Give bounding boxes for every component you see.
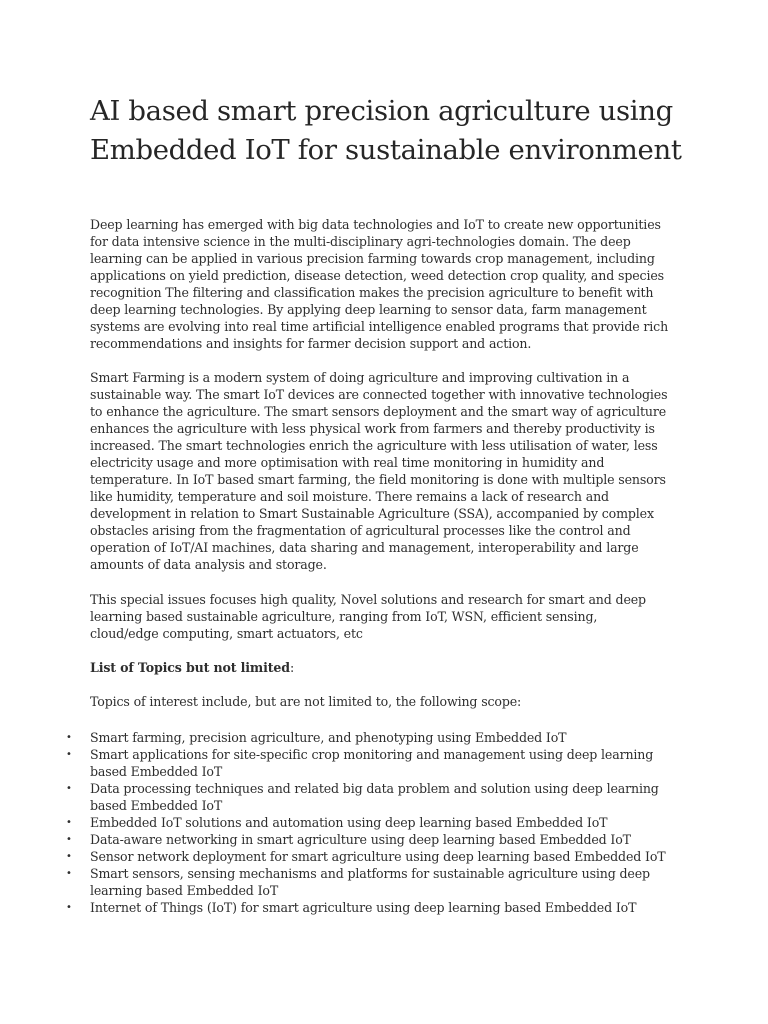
topic-list-item [66, 814, 666, 831]
bullet-icon: • [66, 868, 72, 879]
intro-paragraph [90, 216, 668, 352]
bullet-icon: • [66, 902, 72, 913]
paragraph-line: recommendations and insights for farmer decision support and action. [90, 336, 532, 351]
topics-intro-paragraph [90, 693, 521, 710]
document-title [90, 92, 690, 170]
smart-farming-paragraph [90, 369, 667, 573]
topic-list-item [66, 746, 666, 780]
document-page [66, 92, 690, 915]
bullet-icon: • [66, 851, 72, 862]
topic-line: based Embedded IoT [90, 764, 223, 779]
paragraph-line: obstacles arising from the fragmentation of agricultural processes like the control and [90, 523, 631, 538]
paragraph-line: Deep learning has emerged with big data technologies and IoT to create new opportunities [90, 217, 661, 232]
topic-line: Smart sensors, sensing mechanisms and platforms for sustainable agriculture using deep [90, 866, 650, 881]
topic-list-item [66, 729, 666, 746]
paragraph-line: learning can be applied in various precision farming towards crop management, including [90, 251, 655, 266]
paragraph-line: applications on yield prediction, disease detection, weed detection crop quality, and species [90, 268, 664, 283]
topic-line: Data processing techniques and related big data problem and solution using deep learning [90, 781, 659, 796]
topic-list-item [66, 780, 666, 814]
paragraph-line: development in relation to Smart Sustainable Agriculture (SSA), accompanied by complex [90, 506, 654, 521]
bullet-icon: • [66, 817, 72, 828]
topic-list [66, 729, 666, 916]
topic-list-item [66, 848, 666, 865]
topic-list-item [66, 899, 666, 916]
topics-heading-suffix: : [289, 660, 295, 675]
paragraph-line: for data intensive science in the multi-disciplinary agri-technologies domain. The deep [90, 234, 631, 249]
paragraph-line: amounts of data analysis and storage. [90, 557, 327, 572]
paragraph-line: systems are evolving into real time artificial intelligence enabled programs that provide rich [90, 319, 669, 334]
paragraph-line: temperature. In IoT based smart farming, the field monitoring is done with multiple sensors [90, 472, 666, 487]
paragraph-line: deep learning technologies. By applying deep learning to sensor data, farm management [90, 302, 647, 317]
topic-line: Internet of Things (IoT) for smart agriculture using deep learning based Embedded IoT [90, 900, 637, 915]
paragraph-line: recognition The filtering and classification makes the precision agriculture to benefit with [90, 285, 654, 300]
paragraph-line: cloud/edge computing, smart actuators, etc [90, 626, 363, 641]
bullet-icon: • [66, 732, 72, 743]
paragraph-line: Topics of interest include, but are not limited to, the following scope: [90, 694, 522, 709]
paragraph-line: sustainable way. The smart IoT devices are connected together with innovative technologies [90, 387, 668, 402]
special-issue-paragraph [90, 591, 646, 642]
paragraph-line: enhances the agriculture with less physical work from farmers and thereby productivity is [90, 421, 655, 436]
topic-line: Smart farming, precision agriculture, and phenotyping using Embedded IoT [90, 730, 567, 745]
topic-line: Smart applications for site-specific crop monitoring and management using deep learning [90, 747, 654, 762]
topics-heading [90, 659, 294, 676]
topic-line: based Embedded IoT [90, 798, 223, 813]
paragraph-line: like humidity, temperature and soil moisture. There remains a lack of research and [90, 489, 609, 504]
topic-line: Embedded IoT solutions and automation using deep learning based Embedded IoT [90, 815, 608, 830]
bullet-icon: • [66, 783, 72, 794]
topics-heading-label: List of Topics but not limited [90, 660, 290, 675]
paragraph-line: increased. The smart technologies enrich the agriculture with less utilisation of water, less [90, 438, 658, 453]
topic-line: learning based Embedded IoT [90, 883, 279, 898]
paragraph-line: to enhance the agriculture. The smart sensors deployment and the smart way of agriculture [90, 404, 666, 419]
title-line: Embedded IoT for sustainable environment [90, 134, 682, 166]
title-line: AI based smart precision agriculture using [90, 95, 673, 127]
paragraph-line: learning based sustainable agriculture, ranging from IoT, WSN, efficient sensing, [90, 609, 598, 624]
paragraph-line: electricity usage and more optimisation with real time monitoring in humidity and [90, 455, 605, 470]
paragraph-line: operation of IoT/AI machines, data sharing and management, interoperability and large [90, 540, 639, 555]
topic-line: Data-aware networking in smart agriculture using deep learning based Embedded IoT [90, 832, 631, 847]
bullet-icon: • [66, 834, 72, 845]
bullet-icon: • [66, 749, 72, 760]
paragraph-line: Smart Farming is a modern system of doing agriculture and improving cultivation in a [90, 370, 630, 385]
topic-line: Sensor network deployment for smart agriculture using deep learning based Embedded IoT [90, 849, 666, 864]
topic-list-item [66, 865, 666, 899]
topic-list-item [66, 831, 666, 848]
paragraph-line: This special issues focuses high quality, Novel solutions and research for smart and deep [90, 592, 646, 607]
